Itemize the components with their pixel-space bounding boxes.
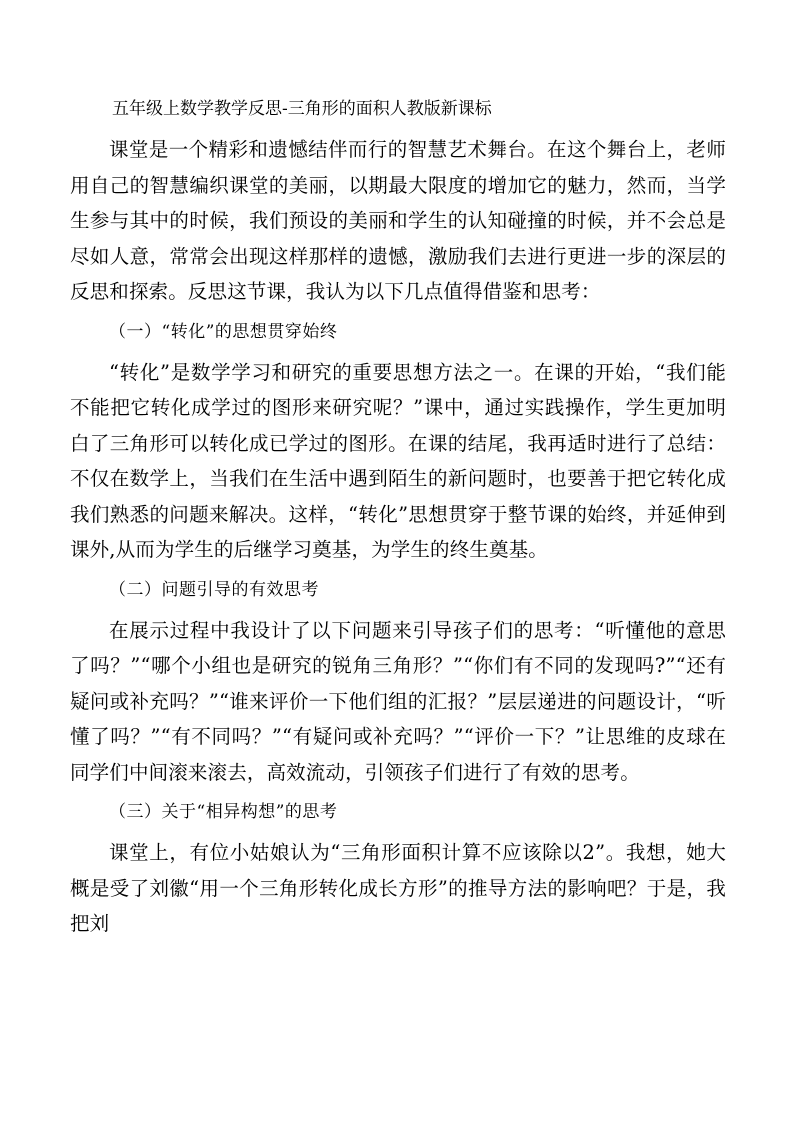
section-3-heading: （三）关于“相异构想”的思考 (109, 802, 338, 822)
intro-paragraph: 课堂是一个精彩和遗憾结伴而行的智慧艺术舞台。在这个舞台上，老师用自己的智慧编织课堂的美丽，以期最大限度的增加它的魅力，然而，当学生参与其中的时候，我们预设的美丽和学生的认知碰撞的时候，并不会总是尽如人意，常常会出现这样那样的遗憾，激励我们去进行更进一步的深层的反思和探索。反思这节课，我认为以下几点值得借鉴和思考： (70, 138, 726, 303)
document-page (70, 93, 726, 942)
section-3-body: 课堂上，有位小姑娘认为“三角形面积计算不应该除以2”。我想，她大概是受了刘徽“用一个三角形转化成长方形”的推导方法的影响吧？于是，我把刘 (70, 841, 726, 935)
section-1-body: “转化”是数学学习和研究的重要思想方法之一。在课的开始，“我们能不能把它转化成学过的图形来研究呢？”课中，通过实践操作，学生更加明白了三角形可以转化成已学过的图形。在课的结尾，我再适时进行了总结：不仅在数学上，当我们在生活中遇到陌生的新问题时，也要善于把它转化成我们熟悉的问题来解决。这样，“转化”思想贯穿于整节课的始终，并延伸到课外,从而为学生的后继学习奠基，为学生的终生奠基。 (70, 360, 726, 561)
section-1-heading: （一）“转化”的思想贯穿始终 (109, 321, 338, 342)
section-2-body: 在展示过程中我设计了以下问题来引导孩子们的思考：“听懂他的意思了吗？”“哪个小组也是研究的锐角三角形？”“你们有不同的发现吗?”“还有疑问或补充吗？”“谁来评价一下他们组的汇报？”层层递进的问题设计，“听懂了吗？”“有不同吗？”“有疑问或补充吗？”“评价一下？”让思维的皮球在同学们中间滚来滚去，高效流动，引领孩子们进行了有效的思考。 (70, 618, 726, 784)
document-title: 五年级上数学教学反思-三角形的面积人教版新课标 (112, 99, 492, 119)
section-2-heading: （二）问题引导的有效思考 (109, 579, 319, 600)
